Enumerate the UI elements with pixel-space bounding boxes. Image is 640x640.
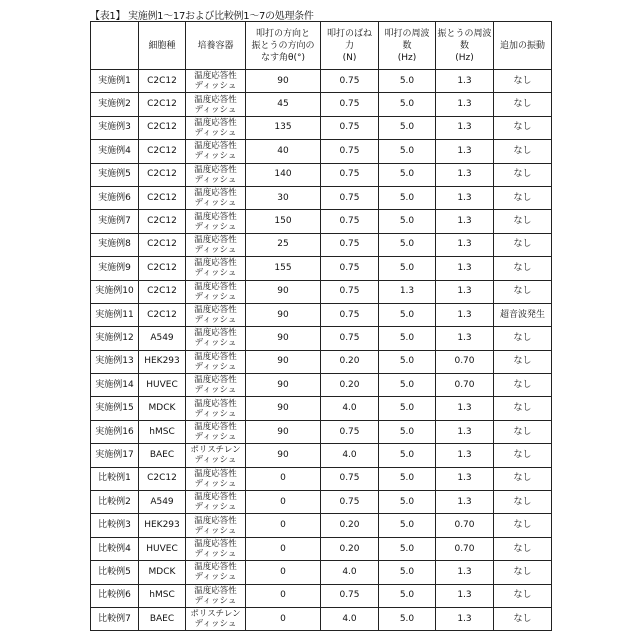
table-cell: 5.0 xyxy=(379,257,436,280)
table-row xyxy=(91,491,552,514)
table-row xyxy=(91,350,552,373)
table-cell: 5.0 xyxy=(379,140,436,163)
table-cell: 超音波発生 xyxy=(494,303,552,326)
table-cell: なし xyxy=(494,374,552,397)
table-cell: BAEC xyxy=(139,444,186,467)
table-cell: 4.0 xyxy=(321,397,379,420)
table-row xyxy=(91,584,552,607)
table-row xyxy=(91,514,552,537)
table-cell: 温度応答性 ディッシュ xyxy=(186,116,246,139)
table-cell: 1.3 xyxy=(436,420,494,443)
table-cell: 実施例2 xyxy=(91,93,139,116)
table-cell: 0.75 xyxy=(321,186,379,209)
table-cell: HEK293 xyxy=(139,350,186,373)
table-cell: 5.0 xyxy=(379,210,436,233)
table-cell: 5.0 xyxy=(379,584,436,607)
table-cell: 0.75 xyxy=(321,491,379,514)
table-cell: 実施例6 xyxy=(91,186,139,209)
column-header: 培養容器 xyxy=(186,22,246,70)
table-cell: 実施例17 xyxy=(91,444,139,467)
conditions-table xyxy=(90,21,552,631)
table-cell: ポリスチレン ディッシュ xyxy=(186,607,246,630)
table-cell: なし xyxy=(494,210,552,233)
table-cell: 1.3 xyxy=(436,303,494,326)
table-cell: 温度応答性 ディッシュ xyxy=(186,584,246,607)
table-cell: 5.0 xyxy=(379,163,436,186)
table-cell: 4.0 xyxy=(321,561,379,584)
table-cell: 0.75 xyxy=(321,584,379,607)
table-cell: 温度応答性 ディッシュ xyxy=(186,397,246,420)
table-cell: 温度応答性 ディッシュ xyxy=(186,186,246,209)
table-cell: なし xyxy=(494,233,552,256)
table-row xyxy=(91,186,552,209)
table-cell: なし xyxy=(494,186,552,209)
table-cell: 1.3 xyxy=(436,93,494,116)
table-cell: なし xyxy=(494,116,552,139)
table-cell: 1.3 xyxy=(436,70,494,93)
table-cell: 5.0 xyxy=(379,374,436,397)
table-cell: なし xyxy=(494,537,552,560)
table-cell: 比較例1 xyxy=(91,467,139,490)
table-cell: 実施例11 xyxy=(91,303,139,326)
table-cell: なし xyxy=(494,257,552,280)
table-cell: 0.75 xyxy=(321,303,379,326)
table-cell: HUVEC xyxy=(139,374,186,397)
table-cell: 温度応答性 ディッシュ xyxy=(186,537,246,560)
table-cell: なし xyxy=(494,514,552,537)
table-cell: 温度応答性 ディッシュ xyxy=(186,467,246,490)
table-cell: 温度応答性 ディッシュ xyxy=(186,93,246,116)
table-cell: 0.70 xyxy=(436,350,494,373)
table-cell: 5.0 xyxy=(379,186,436,209)
column-header: 振とうの周波 数 (Hz) xyxy=(436,22,494,70)
table-cell: 温度応答性 ディッシュ xyxy=(186,303,246,326)
table-cell: 5.0 xyxy=(379,303,436,326)
table-cell: 実施例5 xyxy=(91,163,139,186)
table-cell: C2C12 xyxy=(139,280,186,303)
table-cell: 40 xyxy=(246,140,321,163)
table-cell: C2C12 xyxy=(139,233,186,256)
table-cell: 140 xyxy=(246,163,321,186)
table-cell: 5.0 xyxy=(379,537,436,560)
table-cell: 90 xyxy=(246,374,321,397)
table-cell: 5.0 xyxy=(379,514,436,537)
table-cell: 1.3 xyxy=(379,280,436,303)
table-cell: 5.0 xyxy=(379,491,436,514)
table-cell: 90 xyxy=(246,303,321,326)
table-cell: BAEC xyxy=(139,607,186,630)
table-cell: 0.75 xyxy=(321,70,379,93)
table-cell: HUVEC xyxy=(139,537,186,560)
table-cell: 実施例13 xyxy=(91,350,139,373)
table-cell: 5.0 xyxy=(379,327,436,350)
table-cell: 1.3 xyxy=(436,444,494,467)
table-cell: 0.75 xyxy=(321,233,379,256)
table-cell: 90 xyxy=(246,420,321,443)
table-cell: 温度応答性 ディッシュ xyxy=(186,70,246,93)
table-cell: 90 xyxy=(246,397,321,420)
table-cell: 0.20 xyxy=(321,537,379,560)
table-cell: 0 xyxy=(246,561,321,584)
table-cell: 0 xyxy=(246,584,321,607)
table-cell: 比較例7 xyxy=(91,607,139,630)
table-cell: 実施例15 xyxy=(91,397,139,420)
table-cell: 比較例4 xyxy=(91,537,139,560)
table-cell: A549 xyxy=(139,491,186,514)
table-cell: 155 xyxy=(246,257,321,280)
table-cell: 実施例12 xyxy=(91,327,139,350)
table-cell: 5.0 xyxy=(379,444,436,467)
table-cell: 5.0 xyxy=(379,420,436,443)
table-cell: A549 xyxy=(139,327,186,350)
table-cell: 0.75 xyxy=(321,140,379,163)
table-cell: 1.3 xyxy=(436,186,494,209)
table-cell: C2C12 xyxy=(139,303,186,326)
table-cell: ポリスチレン ディッシュ xyxy=(186,444,246,467)
table-cell: 0 xyxy=(246,514,321,537)
table-cell: C2C12 xyxy=(139,70,186,93)
table-cell: 90 xyxy=(246,350,321,373)
table-cell: なし xyxy=(494,163,552,186)
table-cell: C2C12 xyxy=(139,163,186,186)
table-cell: 0.20 xyxy=(321,350,379,373)
table-cell: 実施例3 xyxy=(91,116,139,139)
table-cell: 0 xyxy=(246,537,321,560)
table-cell: 0.75 xyxy=(321,420,379,443)
table-cell: 実施例16 xyxy=(91,420,139,443)
table-cell: 0.75 xyxy=(321,257,379,280)
table-row xyxy=(91,374,552,397)
table-cell: なし xyxy=(494,70,552,93)
table-row xyxy=(91,607,552,630)
table-cell: なし xyxy=(494,327,552,350)
table-cell: 90 xyxy=(246,280,321,303)
table-cell: 0 xyxy=(246,607,321,630)
table-cell: 1.3 xyxy=(436,491,494,514)
table-cell: 1.3 xyxy=(436,584,494,607)
table-cell: hMSC xyxy=(139,420,186,443)
table-cell: C2C12 xyxy=(139,186,186,209)
table-cell: 温度応答性 ディッシュ xyxy=(186,140,246,163)
table-cell: 実施例9 xyxy=(91,257,139,280)
table-cell: なし xyxy=(494,350,552,373)
table-cell: MDCK xyxy=(139,561,186,584)
table-cell: なし xyxy=(494,420,552,443)
table-cell: 1.3 xyxy=(436,607,494,630)
table-cell: 90 xyxy=(246,327,321,350)
table-cell: 温度応答性 ディッシュ xyxy=(186,491,246,514)
table-cell: なし xyxy=(494,444,552,467)
table-cell: なし xyxy=(494,93,552,116)
table-cell: 4.0 xyxy=(321,607,379,630)
table-cell: 0.75 xyxy=(321,280,379,303)
table-row xyxy=(91,70,552,93)
table-cell: 0 xyxy=(246,491,321,514)
table-cell: 1.3 xyxy=(436,163,494,186)
column-header xyxy=(91,22,139,70)
table-cell: 90 xyxy=(246,70,321,93)
table-cell: 実施例4 xyxy=(91,140,139,163)
table-cell: 135 xyxy=(246,116,321,139)
table-cell: C2C12 xyxy=(139,210,186,233)
table-row xyxy=(91,397,552,420)
table-cell: 0.70 xyxy=(436,374,494,397)
table-cell: なし xyxy=(494,140,552,163)
table-cell: 25 xyxy=(246,233,321,256)
table-cell: 温度応答性 ディッシュ xyxy=(186,233,246,256)
table-cell: 0.75 xyxy=(321,163,379,186)
table-cell: 0.75 xyxy=(321,93,379,116)
table-row xyxy=(91,467,552,490)
table-cell: 0.20 xyxy=(321,374,379,397)
table-row xyxy=(91,561,552,584)
table-cell: 150 xyxy=(246,210,321,233)
table-cell: 0 xyxy=(246,467,321,490)
table-cell: なし xyxy=(494,561,552,584)
table-cell: 1.3 xyxy=(436,561,494,584)
table-cell: 4.0 xyxy=(321,444,379,467)
table-cell: 0.75 xyxy=(321,210,379,233)
table-cell: 5.0 xyxy=(379,561,436,584)
table-cell: 5.0 xyxy=(379,397,436,420)
table-row xyxy=(91,537,552,560)
table-cell: 実施例14 xyxy=(91,374,139,397)
table-cell: なし xyxy=(494,491,552,514)
table-row xyxy=(91,257,552,280)
table-cell: 5.0 xyxy=(379,350,436,373)
table-cell: 比較例6 xyxy=(91,584,139,607)
table-cell: 45 xyxy=(246,93,321,116)
table-cell: 温度応答性 ディッシュ xyxy=(186,327,246,350)
table-row xyxy=(91,116,552,139)
table-cell: 実施例1 xyxy=(91,70,139,93)
table-row xyxy=(91,280,552,303)
column-header: 追加の振動 xyxy=(494,22,552,70)
table-row xyxy=(91,140,552,163)
table-cell: 比較例2 xyxy=(91,491,139,514)
table-cell: HEK293 xyxy=(139,514,186,537)
table-cell: 温度応答性 ディッシュ xyxy=(186,210,246,233)
table-cell: 5.0 xyxy=(379,93,436,116)
table-row xyxy=(91,233,552,256)
table-cell: 1.3 xyxy=(436,210,494,233)
table-row xyxy=(91,444,552,467)
column-header: 細胞種 xyxy=(139,22,186,70)
table-cell: 温度応答性 ディッシュ xyxy=(186,350,246,373)
table-cell: 0.75 xyxy=(321,116,379,139)
table-cell: 0.70 xyxy=(436,537,494,560)
table-cell: 0.75 xyxy=(321,467,379,490)
table-cell: C2C12 xyxy=(139,467,186,490)
table-row xyxy=(91,163,552,186)
table-cell: 0.20 xyxy=(321,514,379,537)
table-cell: 温度応答性 ディッシュ xyxy=(186,420,246,443)
table-row xyxy=(91,210,552,233)
table-cell: なし xyxy=(494,467,552,490)
table-cell: 実施例8 xyxy=(91,233,139,256)
table-cell: C2C12 xyxy=(139,257,186,280)
column-header: 叩打の方向と 振とうの方向の なす角θ(°) xyxy=(246,22,321,70)
table-cell: 90 xyxy=(246,444,321,467)
table-cell: 5.0 xyxy=(379,233,436,256)
table-cell: 温度応答性 ディッシュ xyxy=(186,514,246,537)
table-row xyxy=(91,327,552,350)
table-cell: 1.3 xyxy=(436,140,494,163)
table-cell: hMSC xyxy=(139,584,186,607)
table-cell: C2C12 xyxy=(139,116,186,139)
table-cell: 温度応答性 ディッシュ xyxy=(186,561,246,584)
table-cell: 比較例5 xyxy=(91,561,139,584)
table-cell: C2C12 xyxy=(139,140,186,163)
table-cell: 1.3 xyxy=(436,397,494,420)
table-cell: 実施例10 xyxy=(91,280,139,303)
table-cell: 1.3 xyxy=(436,327,494,350)
table-caption: 【表1】 実施例1～17および比較例1～7の処理条件 xyxy=(90,7,314,22)
table-cell: 5.0 xyxy=(379,607,436,630)
table-cell: C2C12 xyxy=(139,93,186,116)
table-cell: 温度応答性 ディッシュ xyxy=(186,163,246,186)
table-cell: なし xyxy=(494,280,552,303)
table-cell: なし xyxy=(494,584,552,607)
table-cell: なし xyxy=(494,397,552,420)
table-cell: MDCK xyxy=(139,397,186,420)
column-header: 叩打の周波 数 (Hz) xyxy=(379,22,436,70)
table-cell: 5.0 xyxy=(379,116,436,139)
table-cell: 30 xyxy=(246,186,321,209)
table-cell: 温度応答性 ディッシュ xyxy=(186,280,246,303)
table-cell: なし xyxy=(494,607,552,630)
table-cell: 5.0 xyxy=(379,70,436,93)
table-row xyxy=(91,93,552,116)
table-row xyxy=(91,420,552,443)
table-cell: 5.0 xyxy=(379,467,436,490)
table-cell: 実施例7 xyxy=(91,210,139,233)
table-cell: 1.3 xyxy=(436,467,494,490)
header-row xyxy=(91,22,552,70)
table-cell: 1.3 xyxy=(436,116,494,139)
table-cell: 0.70 xyxy=(436,514,494,537)
column-header: 叩打のばね 力 (N) xyxy=(321,22,379,70)
table-cell: 比較例3 xyxy=(91,514,139,537)
table-cell: 1.3 xyxy=(436,233,494,256)
table-cell: 温度応答性 ディッシュ xyxy=(186,257,246,280)
table-cell: 0.75 xyxy=(321,327,379,350)
table-row xyxy=(91,303,552,326)
table-cell: 1.3 xyxy=(436,257,494,280)
table-cell: 1.3 xyxy=(436,280,494,303)
table-cell: 温度応答性 ディッシュ xyxy=(186,374,246,397)
